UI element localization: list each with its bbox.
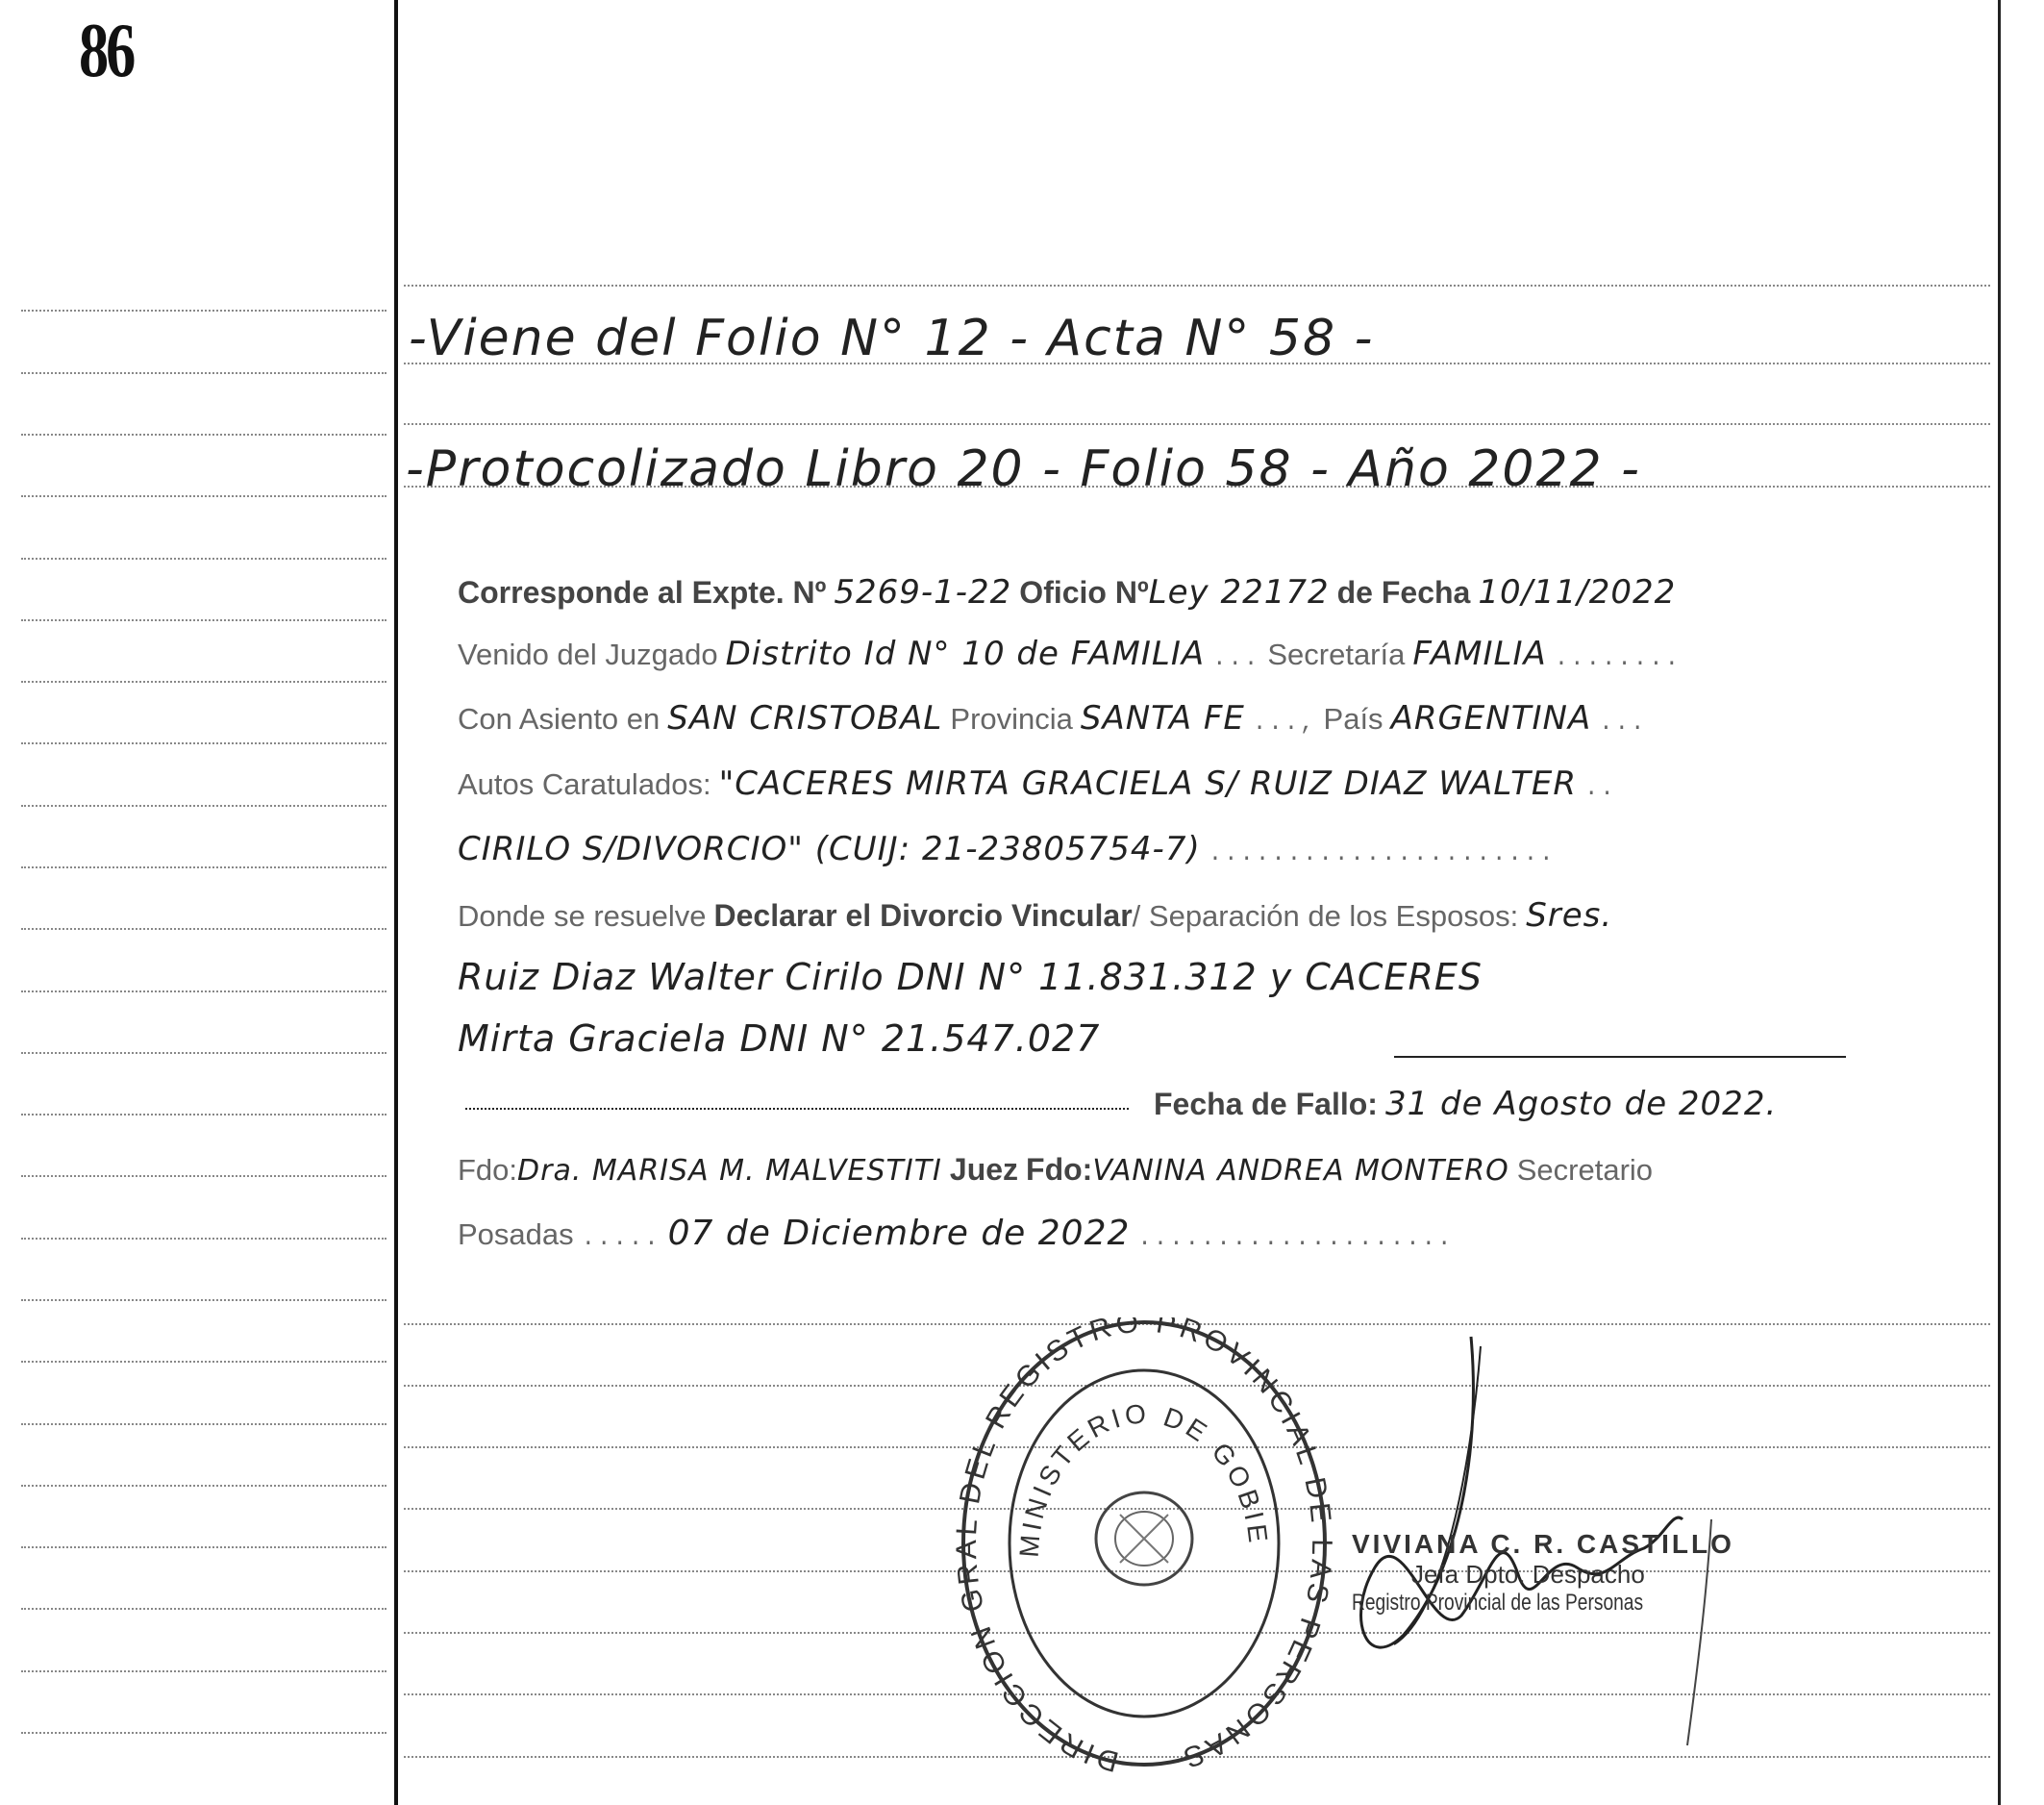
margin-rule: [21, 1423, 386, 1425]
margin-rule: [21, 1299, 386, 1301]
margin-rule: [21, 990, 386, 992]
posadas-label: Posadas: [458, 1217, 574, 1251]
esposos-line-2: Mirta Graciela DNI N° 21.547.027: [458, 1017, 1101, 1060]
stamp-org: Registro Provincial de las Personas: [1352, 1590, 1644, 1616]
form-line-autos-cont: [458, 830, 1861, 868]
margin-rule: [21, 434, 386, 436]
juzgado-value: Distrito Id N° 10 de FAMILIA: [725, 635, 1206, 673]
margin-rule: [21, 1670, 386, 1672]
form-line-juzgado: [458, 635, 1861, 673]
fdo-label: Fdo:: [458, 1153, 518, 1187]
margin-rule: [21, 1052, 386, 1054]
handwritten-line-viene: -Viene del Folio N° 12 - Acta N° 58 -: [409, 310, 1375, 367]
pais-value: ARGENTINA: [1390, 699, 1592, 738]
margin-rule: [21, 495, 386, 497]
stamp-role: Jefa Dpto. Despacho: [1411, 1560, 1645, 1589]
dotted-fill: ....................: [1137, 1226, 1454, 1252]
coat-of-arms-icon: [1096, 1492, 1192, 1585]
official-seal: [952, 1317, 1336, 1798]
posadas-value: 07 de Diciembre de 2022: [667, 1214, 1131, 1253]
stamp-name: VIVIANA C. R. CASTILLO: [1352, 1529, 1734, 1559]
fdo2-label: Fdo:: [1026, 1152, 1093, 1187]
fallo-label: Fecha de Fallo:: [1154, 1087, 1378, 1121]
secretaria-value: FAMILIA: [1412, 635, 1547, 673]
seal-inner-text: MINISTERIO DE GOBIE: [1013, 1398, 1274, 1559]
fallo-value: 31 de Agosto de 2022.: [1384, 1085, 1778, 1123]
juez-label: Juez: [949, 1152, 1019, 1187]
autos-value-1: "CACERES MIRTA GRACIELA S/ RUIZ DIAZ WALTER: [718, 765, 1577, 803]
margin-rule: [21, 1732, 386, 1734]
donde-label: Donde se resuelve: [458, 899, 707, 933]
form-line-esposa: [458, 1017, 1861, 1060]
margin-rule: [21, 1546, 386, 1548]
esposos-line-1: Ruiz Diaz Walter Cirilo DNI N° 11.831.312 y CACERES: [458, 956, 1483, 998]
margin-divider: [394, 0, 398, 1805]
seal-outer-text: DIRECCION GRAL DEL REGISTRO PROVINCIAL DE LAS PERSONAS: [952, 1317, 1336, 1778]
dotted-fill: ...: [1212, 646, 1260, 672]
dotted-fill: ...: [1599, 711, 1647, 737]
oficio-label: Oficio Nº: [1019, 575, 1149, 610]
seal-graphic: [952, 1317, 1336, 1798]
oficio-value: Ley 22172: [1148, 573, 1330, 612]
form-line-firmas: [458, 1152, 1861, 1188]
margin-rule: [21, 742, 386, 744]
separacion-label: / Separación de los Esposos:: [1132, 899, 1519, 933]
form-line-esposo: [458, 956, 1861, 998]
juez-value: Dra. MARISA M. MALVESTITI: [517, 1154, 942, 1188]
margin-rule: [21, 681, 386, 683]
blank-underline: [465, 1108, 1129, 1110]
pais-label: País: [1323, 702, 1383, 736]
form-line-asiento: [458, 699, 1861, 738]
asiento-label: Con Asiento en: [458, 702, 661, 736]
secretario-value: VANINA ANDREA MONTERO: [1092, 1154, 1509, 1188]
autos-value-2: CIRILO S/DIVORCIO" (CUIJ: 21-23805754-7): [458, 830, 1201, 868]
provincia-label: Provincia: [950, 702, 1073, 736]
folio-number: 86: [79, 9, 134, 93]
form-line-fallo: [1154, 1085, 1865, 1123]
asiento-value: SAN CRISTOBAL: [667, 699, 943, 738]
margin-rule: [21, 310, 386, 312]
margin-rule: [21, 372, 386, 374]
margin-rule: [21, 1361, 386, 1363]
venido-label: Venido del Juzgado: [458, 638, 718, 671]
margin-rule: [21, 805, 386, 807]
page-rule: [404, 423, 1990, 425]
margin-rule: [21, 1485, 386, 1487]
margin-rule: [21, 866, 386, 868]
autos-label: Autos Caratulados:: [458, 767, 711, 801]
dotted-fill: ......................: [1208, 841, 1556, 867]
handwritten-line-protocolizado: -Protocolizado Libro 20 - Folio 58 - Año 2022 -: [406, 440, 1641, 498]
margin-rule: [21, 928, 386, 930]
blank-underline: [1394, 1056, 1846, 1058]
margin-rule: [21, 1114, 386, 1116]
secretaria-label: Secretaría: [1267, 638, 1406, 671]
dotted-fill: ........: [1554, 646, 1681, 672]
expediente-value: 5269-1-22: [834, 573, 1012, 612]
page-rule: [404, 285, 1990, 287]
corresponde-label: Corresponde al Expte. Nº: [458, 575, 827, 610]
form-line-autos: [458, 765, 1861, 803]
official-stamp: [1352, 1529, 1734, 1617]
margin-rule: [21, 619, 386, 621]
right-border: [1998, 0, 2001, 1805]
margin-rule: [21, 1238, 386, 1240]
form-line-resuelve: [458, 896, 1861, 935]
margin-rule: [21, 558, 386, 560]
dotted-fill: ..: [1583, 776, 1616, 802]
form-line-posadas: [458, 1214, 1861, 1253]
fecha-value: 10/11/2022: [1478, 573, 1677, 612]
margin-rule: [21, 1608, 386, 1610]
esposos-prefix: Sres.: [1526, 896, 1613, 935]
provincia-value: SANTA FE: [1080, 699, 1245, 738]
dotted-fill: .....: [581, 1226, 661, 1252]
form-line-expediente: [458, 573, 1861, 612]
dotted-fill: ...,: [1252, 711, 1316, 737]
fecha-label: de Fecha: [1336, 575, 1471, 610]
divorcio-vincular-label: Declarar el Divorcio Vincular: [713, 898, 1133, 933]
secretario-label: Secretario: [1516, 1153, 1654, 1187]
margin-rule: [21, 1175, 386, 1177]
